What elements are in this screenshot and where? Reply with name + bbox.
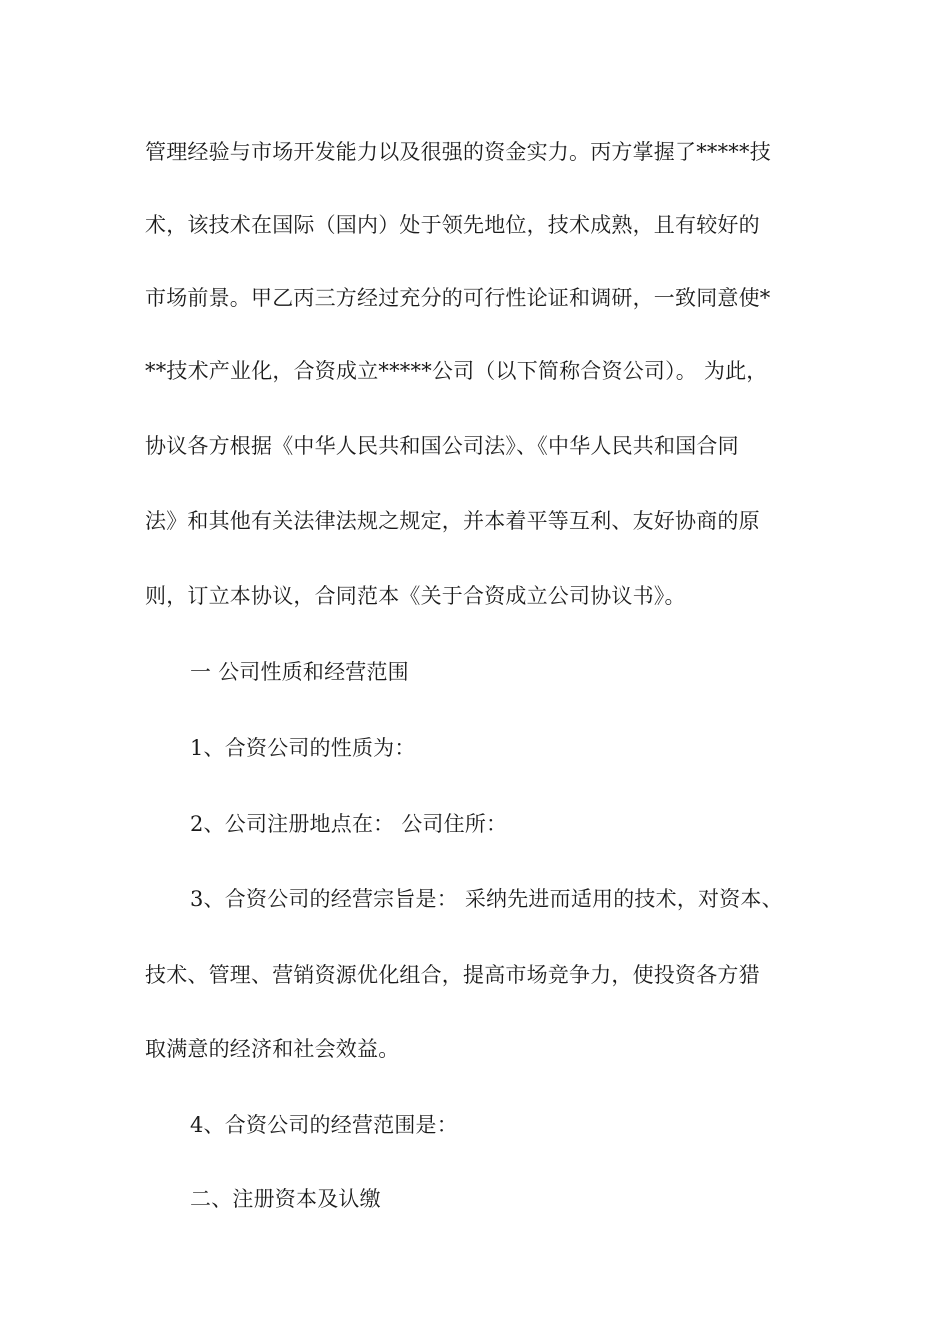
- paragraph-line: 市场前景。甲乙丙三方经过充分的可行性论证和调研，一致同意使*: [145, 286, 771, 310]
- list-item: 2、公司注册地点在： 公司住所：: [190, 812, 508, 836]
- paragraph-line: **技术产业化，合资成立*****公司（以下简称合资公司）。 为此，: [145, 359, 768, 383]
- paragraph-line: 管理经验与市场开发能力以及很强的资金实力。丙方掌握了*****技: [145, 140, 771, 164]
- section-heading: 二、注册资本及认缴: [190, 1187, 381, 1211]
- paragraph-line: 则，订立本协议，合同范本《关于合资成立公司协议书》。: [145, 584, 686, 608]
- list-item: 4、合资公司的经营范围是：: [190, 1113, 458, 1137]
- paragraph-line: 术，该技术在国际（国内）处于领先地位，技术成熟，且有较好的: [145, 213, 760, 237]
- paragraph-line: 协议各方根据《中华人民共和国公司法》、《中华人民共和国合同: [145, 434, 739, 458]
- list-item: 1、合资公司的性质为：: [190, 736, 416, 760]
- paragraph-line: 技术、管理、营销资源优化组合，提高市场竞争力，使投资各方猎: [145, 963, 760, 987]
- list-item: 3、合资公司的经营宗旨是： 采纳先进而适用的技术，对资本、: [190, 887, 783, 911]
- paragraph-line: 取满意的经济和社会效益。: [145, 1037, 400, 1061]
- paragraph-line: 法》和其他有关法律法规之规定，并本着平等互利、友好协商的原: [145, 509, 760, 533]
- section-heading: 一 公司性质和经营范围: [190, 660, 409, 684]
